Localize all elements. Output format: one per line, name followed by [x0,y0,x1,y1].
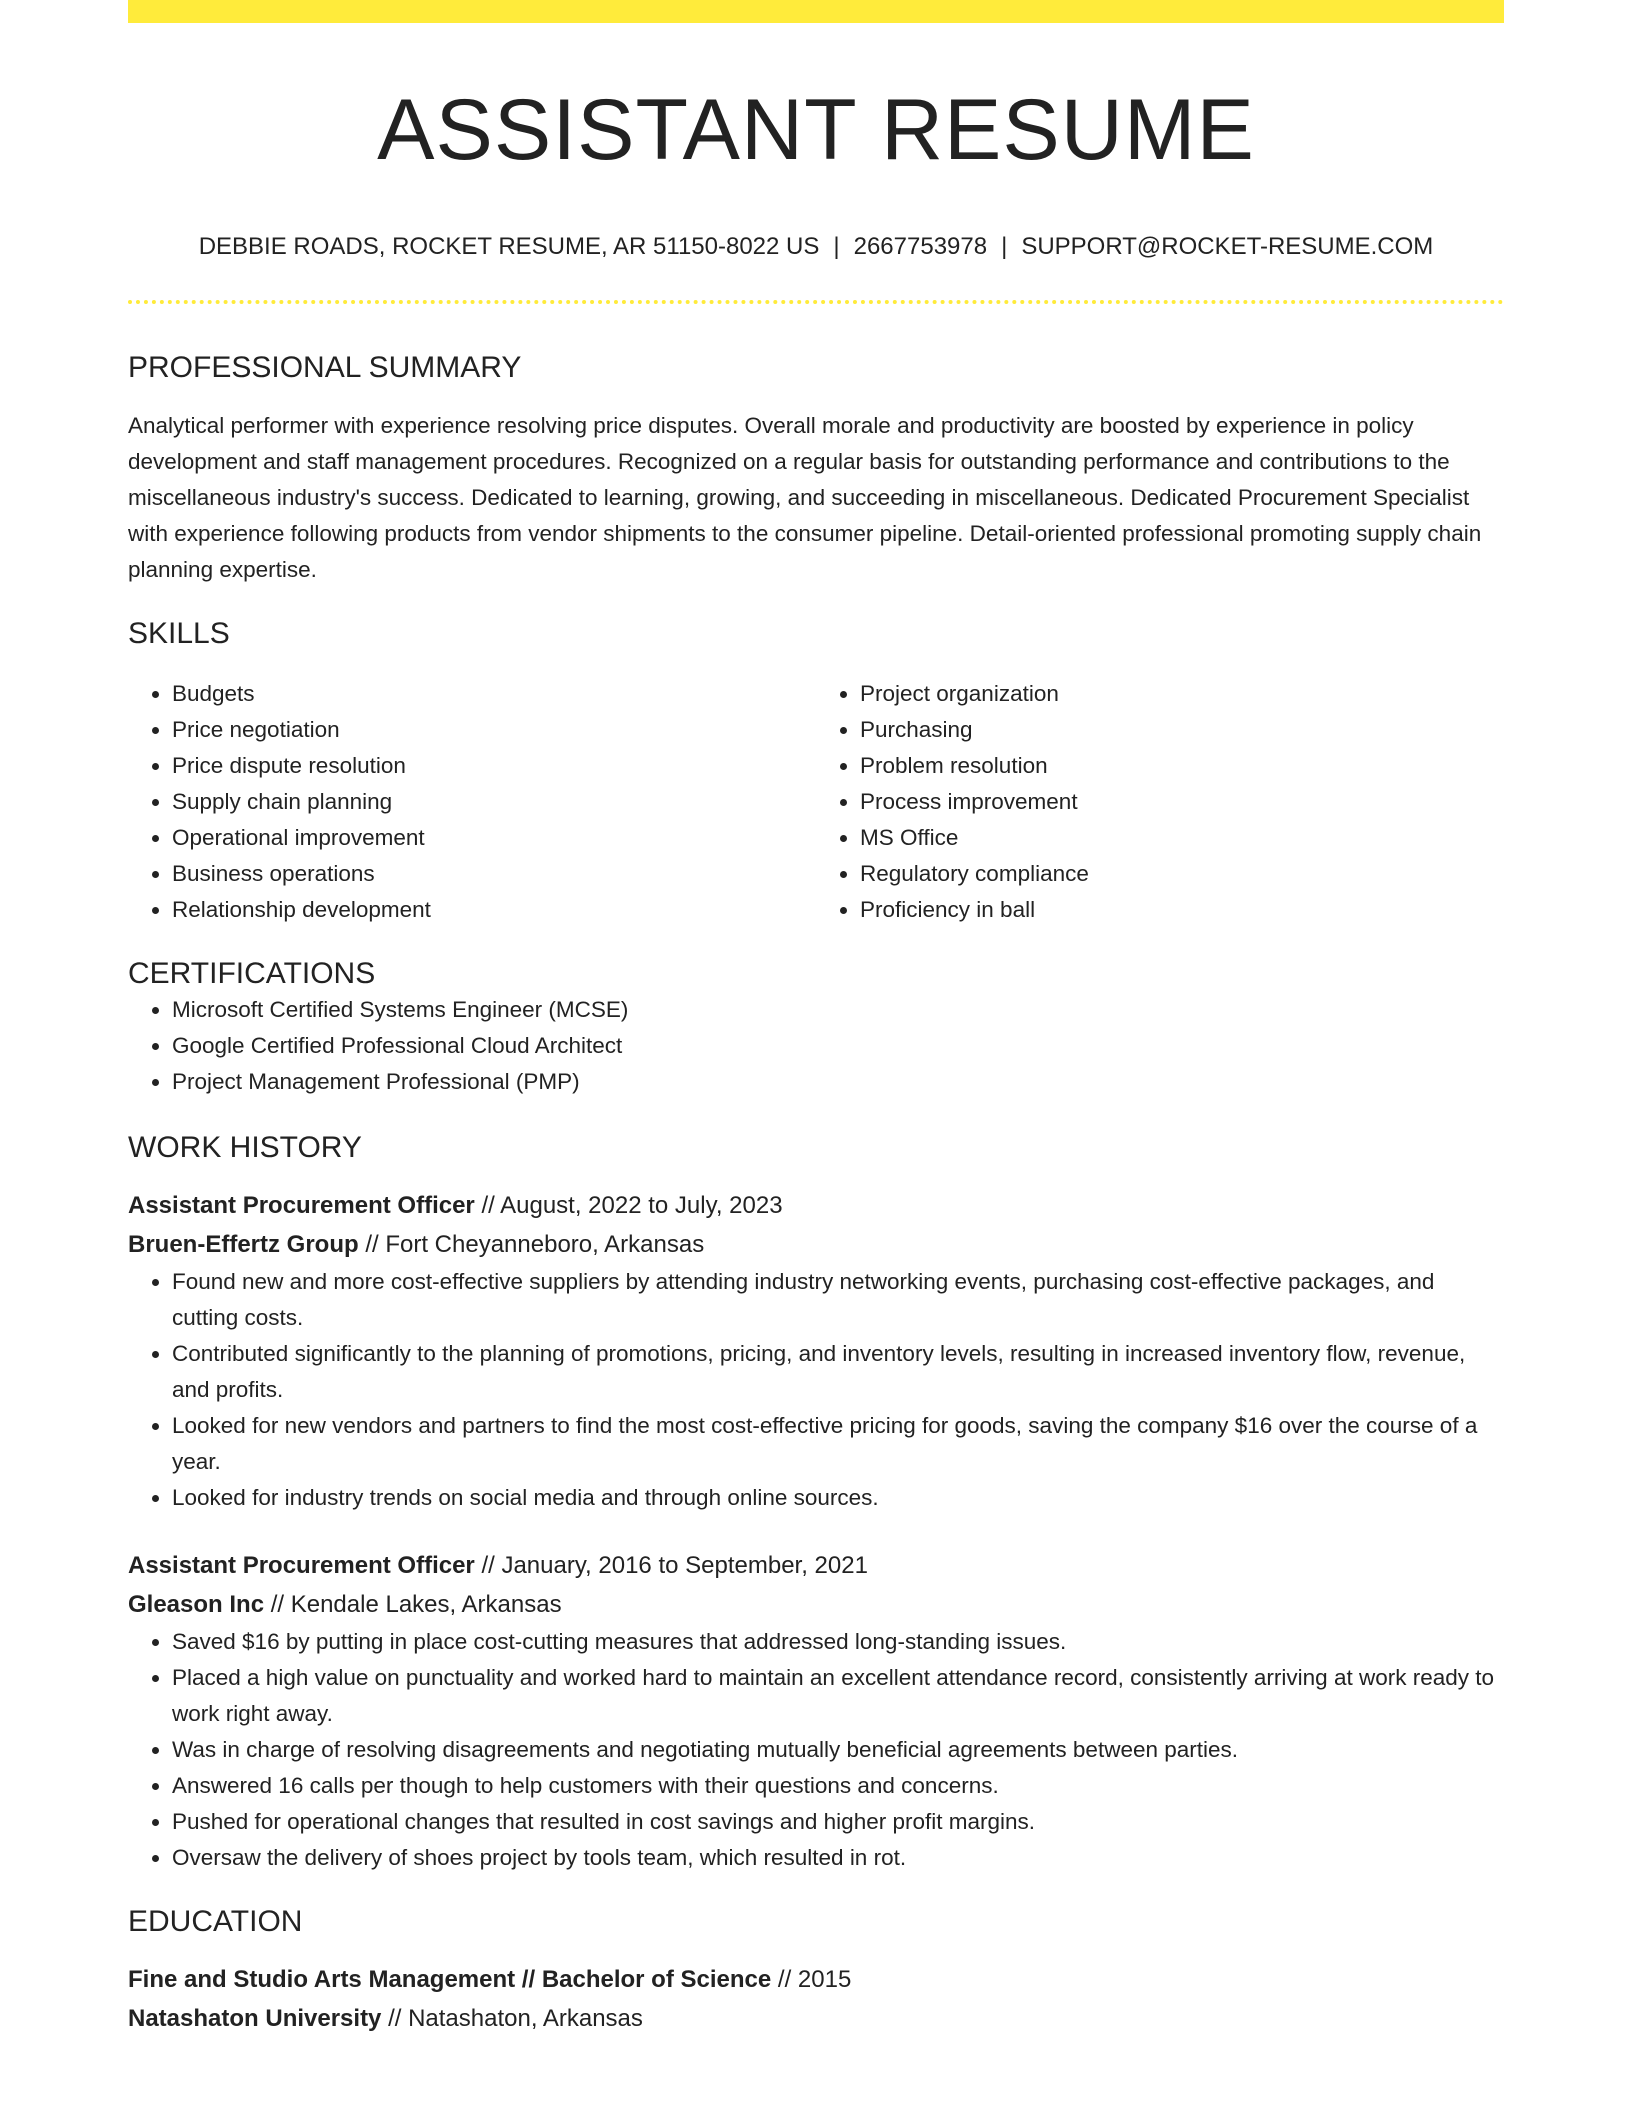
skills-column-left [128,676,816,928]
job-company-line [128,1585,1504,1624]
skill-item: • Supply chain planning [172,784,816,820]
job-entry [128,1546,1504,1876]
school-line [128,1999,1504,2038]
job-duty: • Found new and more cost-effective suppliers by attending industry networking events, purchasing cost-effective packages, and cutting costs. [172,1264,1504,1336]
skill-item: • Purchasing [860,712,1504,748]
skill-item: • Operational improvement [172,820,816,856]
skills-heading: SKILLS [128,616,230,650]
skill-item: • Problem resolution [860,748,1504,784]
job-duty: • Contributed significantly to the planning of promotions, pricing, and inventory levels, resulting in increased inventory flow, revenue, and profits. [172,1336,1504,1408]
contact-email[interactable]: SUPPORT@ROCKET-RESUME.COM [1021,233,1434,261]
degree-line [128,1960,1504,1999]
contact-line [128,233,1504,262]
job-duty: • Looked for industry trends on social media and through online sources. [172,1480,1504,1516]
accent-top-bar [128,0,1504,23]
job-location: // Kendale Lakes, Arkansas [264,1590,562,1618]
job-title-line [128,1546,1504,1585]
certifications-heading: CERTIFICATIONS [128,956,376,990]
job-location: // Fort Cheyanneboro, Arkansas [358,1230,705,1258]
job-duty: • Pushed for operational changes that resulted in cost savings and higher profit margins. [172,1804,1504,1840]
job-duties-list [128,1624,1504,1876]
dotted-divider [128,300,1504,304]
job-duty: • Answered 16 calls per though to help customers with their questions and concerns. [172,1768,1504,1804]
skills-list [128,676,1504,928]
education-heading: EDUCATION [128,1904,303,1938]
skill-item: • Relationship development [172,892,816,928]
summary-text: Analytical performer with experience resolving price disputes. Overall morale and productivity are boosted by experience in policy development and staff management procedures. Recognized on a regular basis for outstanding performance and contributions to the miscellaneous industry's success. Dedicated to learning, growing, and succeeding in miscellaneous. Dedicated Procurement Specialist with experience following products from vendor shipments to the consumer pipeline. Detail-oriented professional promoting supply chain planning expertise. [128,412,1482,582]
skills-column-right [816,676,1504,928]
skill-item: • Proficiency in ball [860,892,1504,928]
summary-heading: PROFESSIONAL SUMMARY [128,350,522,384]
certifications-list [128,992,1504,1100]
skill-item: • Project organization [860,676,1504,712]
resume-title: ASSISTANT RESUME [377,82,1255,178]
school-location: // Natashaton, Arkansas [381,2004,643,2032]
certification-item: • Google Certified Professional Cloud Architect [172,1028,1504,1064]
certification-item: • Microsoft Certified Systems Engineer (MCSE) [172,992,1504,1028]
job-title: Assistant Procurement Officer [128,1191,475,1219]
certification-item: • Project Management Professional (PMP) [172,1064,1504,1100]
contact-phone: 2667753978 [853,233,988,261]
skill-item: • MS Office [860,820,1504,856]
job-dates: // August, 2022 to July, 2023 [474,1191,783,1219]
skill-item: • Business operations [172,856,816,892]
job-duty: • Looked for new vendors and partners to find the most cost-effective pricing for goods, saving the company $16 over the course of a year. [172,1408,1504,1480]
school-name: Natashaton University [128,2004,382,2032]
job-dates: // January, 2016 to September, 2021 [474,1551,868,1579]
work-history-heading: WORK HISTORY [128,1130,362,1164]
job-duty: • Placed a high value on punctuality and worked hard to maintain an excellent attendance record, consistently arriving at work ready to work right away. [172,1660,1504,1732]
skill-item: • Budgets [172,676,816,712]
education-entry [128,1960,1504,2038]
job-title-line [128,1186,1504,1225]
contact-separator: | [833,233,840,261]
job-duty: • Was in charge of resolving disagreements and negotiating mutually beneficial agreements between parties. [172,1732,1504,1768]
job-company: Gleason Inc [128,1590,265,1618]
job-company-line [128,1225,1504,1264]
resume-page [128,0,1504,2038]
job-title: Assistant Procurement Officer [128,1551,475,1579]
skill-item: • Price dispute resolution [172,748,816,784]
skill-item: • Regulatory compliance [860,856,1504,892]
job-company: Bruen-Effertz Group [128,1230,359,1258]
job-entry [128,1186,1504,1516]
job-duty: • Oversaw the delivery of shoes project by tools team, which resulted in rot. [172,1840,1504,1876]
graduation-year: // 2015 [771,1965,852,1993]
job-duty: • Saved $16 by putting in place cost-cutting measures that addressed long-standing issues. [172,1624,1504,1660]
contact-address: DEBBIE ROADS, ROCKET RESUME, AR 51150-8022 US [198,233,820,261]
contact-separator: | [1001,233,1008,261]
job-duties-list [128,1264,1504,1516]
skill-item: • Process improvement [860,784,1504,820]
degree: Fine and Studio Arts Management // Bachelor of Science [128,1965,772,1993]
skill-item: • Price negotiation [172,712,816,748]
